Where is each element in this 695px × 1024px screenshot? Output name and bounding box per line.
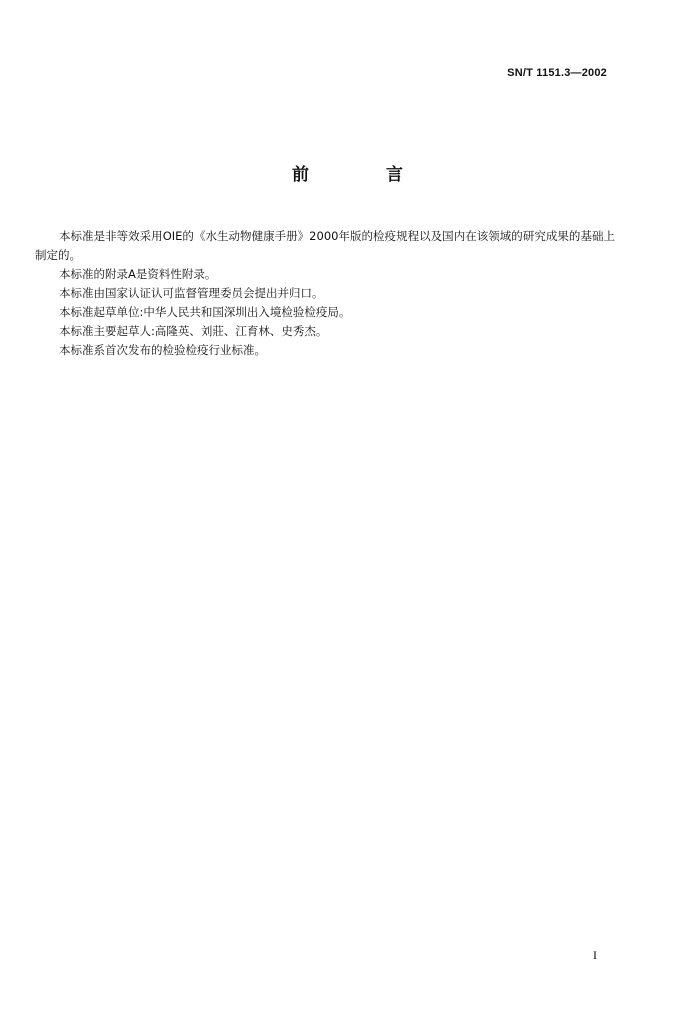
paragraph-adoption: 本标准是非等效采用OIE的《水生动物健康手册》2000年版的检疫规程以及国内在该领域的研究成果的基础上制定的。: [35, 229, 615, 262]
paragraph-drafters: 本标准主要起草人:高隆英、刘莊、江育林、史秀杰。: [59, 324, 328, 338]
paragraph-appendix: 本标准的附录A是资料性附录。: [59, 267, 217, 281]
standard-code: SN/T 1151.3—2002: [507, 67, 607, 79]
page-title: 前 言: [292, 165, 433, 185]
page-number: I: [593, 948, 597, 962]
paragraph-first-release: 本标准系首次发布的检验检疫行业标准。: [59, 343, 266, 357]
paragraph-proposer: 本标准由国家认证认可监督管理委员会提出并归口。: [59, 286, 324, 300]
paragraph-drafting-unit: 本标准起草单位:中华人民共和国深圳出入境检验检疫局。: [59, 305, 351, 319]
foreword-body: [35, 227, 615, 360]
